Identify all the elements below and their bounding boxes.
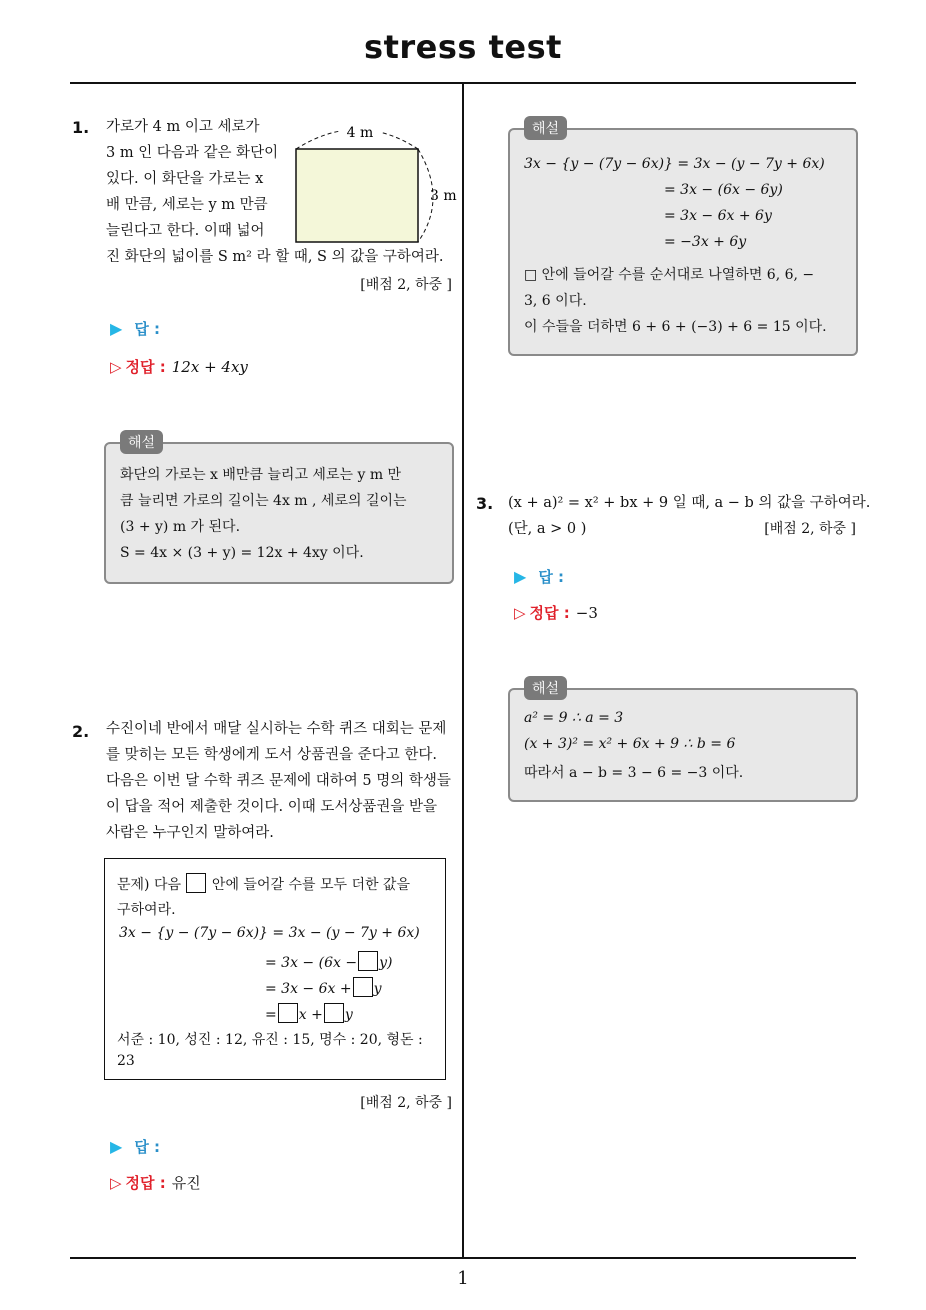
correct-label: 정답 : [125,358,166,376]
correct-value: −3 [575,604,598,622]
question-line: 진 화단의 넓이를 S m² 라 할 때, S 의 값을 구하여라. [106,249,444,265]
question-number: 1. [72,118,90,137]
correct-answer-row [110,1172,201,1193]
page-number: 1 [457,1268,469,1289]
explanation-line: (x + 3)² = x² + 6x + 9 ∴ b = 6 [524,736,736,752]
explanation-tag: 해설 [120,430,163,454]
answer-row[interactable] [110,1136,160,1157]
problem-box [104,858,446,1080]
question-line: (x + a)² = x² + bx + 9 일 때, a − b 의 값을 구하여라. [508,495,871,511]
footer-rule [70,1257,856,1259]
blank-box [353,977,373,997]
problem-line: 구하여라. [117,902,176,918]
correct-label: 정답 : [125,1174,166,1192]
explanation-box [508,681,858,802]
explanation-line: 화단의 가로는 x 배만큼 늘리고 세로는 y m 만 [120,467,402,483]
page-title: stress test [364,28,562,66]
explanation-tag: 해설 [524,676,567,700]
question-line: 늘린다고 한다. 이때 넓어 [106,223,265,239]
question-text [106,716,462,846]
equation-line: = 3x − (6x − y) [265,951,392,971]
question-text [106,114,286,244]
question-line: 배 만큼, 세로는 y m 만큼 [106,197,268,213]
play-icon: ▶ [110,319,123,338]
width-label: 4 m [346,125,374,141]
triangle-outline-icon: ▷ [110,358,122,376]
question-meta: [배점 2, 하중 ] [360,277,452,293]
answer-label: 답 : [134,1138,161,1156]
question-number: 3. [476,494,494,513]
equation-line: 3x − {y − (7y − 6x)} = 3x − (y − 7y + 6x) [119,925,420,941]
explanation-line: 큼 늘리면 가로의 길이는 4x m , 세로의 길이는 [120,493,407,509]
correct-label: 정답 : [529,604,570,622]
students-line: 서준 : 10, 성진 : 12, 유진 : 15, 명수 : 20, 형돈 : [117,1032,423,1048]
explanation-line: 이 수들을 더하면 6 + 6 + (−3) + 6 = 15 이다. [524,319,827,335]
question-line: 있다. 이 화단을 가로는 x [106,171,264,187]
question-line: 3 m 인 다음과 같은 화단이 [106,145,279,161]
equation-line: = 3x − 6x + y [265,977,382,997]
students-line: 23 [117,1053,135,1069]
correct-answer-row [110,356,248,377]
question-line: 가로가 4 m 이고 세로가 [106,119,260,135]
explanation-line: S = 4x × (3 + y) = 12x + 4xy 이다. [120,545,364,561]
explanation-line: a² = 9 ∴ a = 3 [524,710,624,726]
explanation-line: (3 + y) m 가 된다. [120,519,241,535]
garden-rect [296,149,418,242]
question-line: 수진이네 반에서 매달 실시하는 수학 퀴즈 대회는 문제 [106,721,447,737]
answer-label: 답 : [134,320,161,338]
explanation-line: □ 안에 들어갈 수를 순서대로 나열하면 6, 6, − [524,267,815,283]
correct-answer-row [514,602,598,623]
question-line: 다음은 이번 달 수학 퀴즈 문제에 대하여 5 명의 학생들 [106,773,451,789]
answer-row[interactable] [110,318,160,339]
play-icon: ▶ [514,567,527,586]
question-line: 이 답을 적어 제출한 것이다. 이때 도서상품권을 받을 [106,799,438,815]
triangle-outline-icon: ▷ [514,604,526,622]
problem-line: 문제) 다음 안에 들어갈 수를 모두 더한 값을 [117,873,410,894]
blank-box [278,1003,298,1023]
question-meta: [배점 2, 하중 ] [360,1095,452,1111]
explanation-line: 3, 6 이다. [524,293,587,309]
question-line: 를 맞히는 모든 학생에게 도서 상품권을 준다고 한다. [106,747,438,763]
question-meta: [배점 2, 하중 ] [764,521,856,537]
play-icon: ▶ [110,1137,123,1156]
blank-box [186,873,206,893]
blank-box [324,1003,344,1023]
blank-box [358,951,378,971]
answer-row[interactable] [514,566,564,587]
correct-value: 12x + 4xy [171,358,248,376]
answer-label: 답 : [538,568,565,586]
explanation-line: = −3x + 6y [664,234,747,250]
explanation-box [104,435,454,584]
explanation-line: = 3x − (6x − 6y) [664,182,783,198]
question-line: (단, a > 0 ) [508,521,587,537]
triangle-outline-icon: ▷ [110,1174,122,1192]
column-divider [462,84,464,1258]
equation-line: = x + y [265,1003,353,1023]
explanation-tag: 해설 [524,116,567,140]
explanation-box [508,121,858,356]
explanation-line: 따라서 a − b = 3 − 6 = −3 이다. [524,765,744,781]
question-line: 사람은 누구인지 말하여라. [106,825,274,841]
explanation-line: 3x − {y − (7y − 6x)} = 3x − (y − 7y + 6x) [524,156,825,172]
correct-value: 유진 [171,1174,201,1192]
question-number: 2. [72,722,90,741]
height-label: 3 m [430,188,457,204]
garden-figure [288,120,460,248]
explanation-line: = 3x − 6x + 6y [664,208,772,224]
